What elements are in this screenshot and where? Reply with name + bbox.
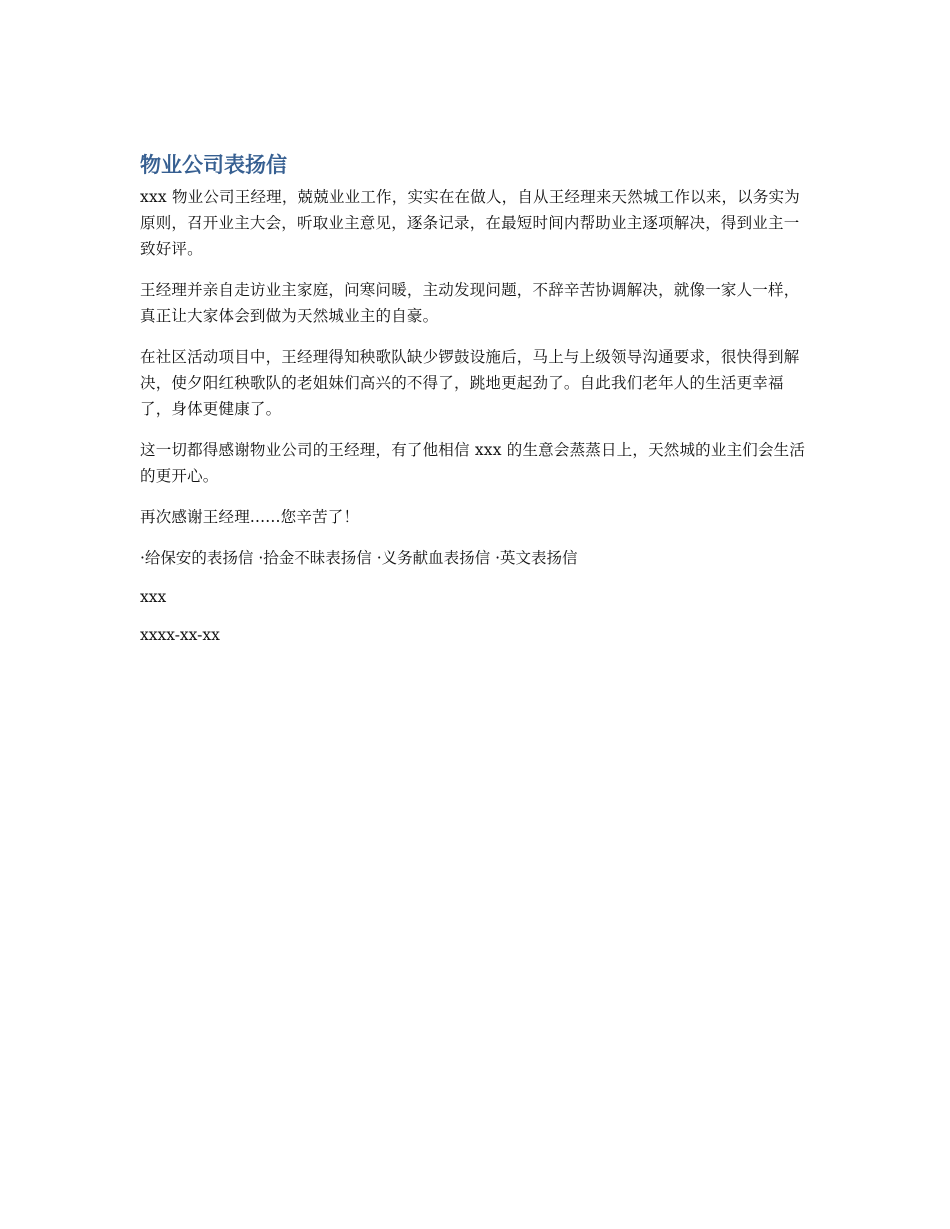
date: xxxx-xx-xx — [140, 626, 220, 644]
body-paragraph-3: 在社区活动项目中，王经理得知秧歌队缺少锣鼓设施后，马上与上级领导沟通要求，很快得到解决，使夕阳红秧歌队的老姐妹们高兴的不得了，跳地更起劲了。自此我们老年人的生活更幸福了，身体更健康了。 — [140, 348, 800, 418]
related-link-english[interactable]: ·英文表扬信 — [490, 549, 578, 567]
document-title: 物业公司表扬信 — [140, 153, 287, 177]
related-link-blood-donation[interactable]: ·义务献血表扬信 — [371, 549, 491, 567]
related-link-security-guard[interactable]: ·给保安的表扬信 — [140, 549, 254, 567]
body-paragraph-2: 王经理并亲自走访业主家庭，问寒问暖，主动发现问题，不辞辛苦协调解决，就像一家人一样，真正让大家体会到做为天然城业主的自豪。 — [140, 281, 800, 325]
related-link-lost-found[interactable]: ·拾金不昧表扬信 — [253, 549, 372, 567]
body-paragraph-5: 再次感谢王经理......您辛苦了！ — [140, 508, 360, 526]
document-page — [140, 150, 810, 660]
body-paragraph-4: 这一切都得感谢物业公司的王经理，有了他相信 xxx 的生意会蒸蒸日上，天然城的业主们会生活的更开心。 — [140, 441, 806, 485]
related-links — [140, 545, 810, 571]
body-paragraph-1: xxx 物业公司王经理，兢兢业业工作，实实在在做人，自从王经理来天然城工作以来，以务实为原则，召开业主大会，听取业主意见，逐条记录，在最短时间内帮助业主逐项解决，得到业主一致好评。 — [140, 188, 800, 258]
signature: xxx — [140, 588, 167, 606]
